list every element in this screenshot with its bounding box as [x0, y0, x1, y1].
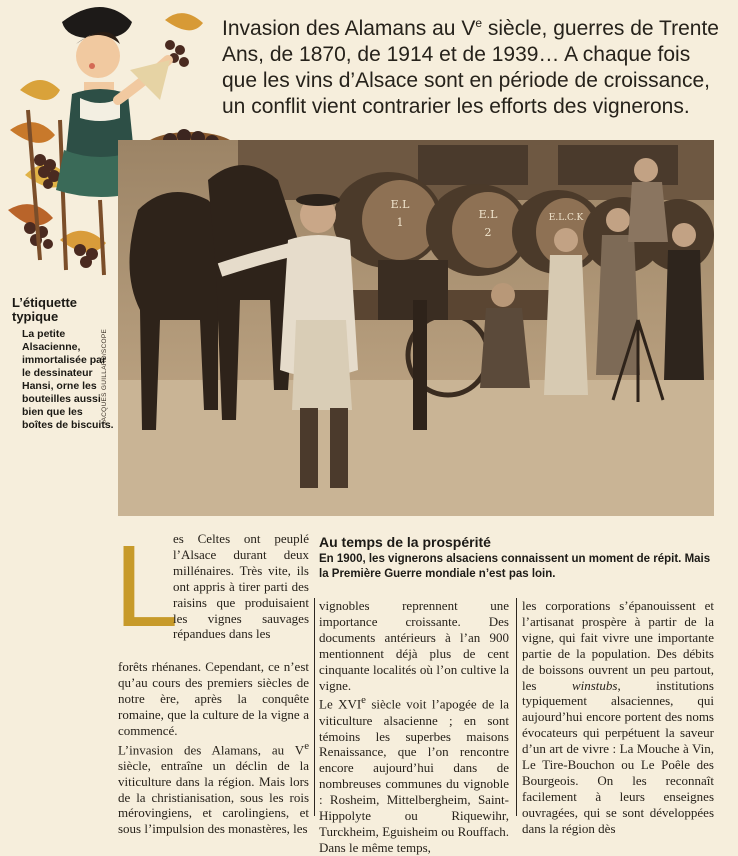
- barrel-label: 2: [484, 226, 492, 239]
- section-lead: En 1900, les vignerons alsaciens connaissent un moment de répit. Mais la Première Guerre mondiale n’est pas loin.: [319, 553, 711, 580]
- barrel-label: E.L.C.K: [548, 213, 584, 223]
- drop-cap: L: [114, 521, 179, 651]
- text-span: Le XVI: [319, 696, 362, 712]
- superscript: e: [361, 694, 366, 707]
- barrel-label: E.L: [390, 198, 410, 211]
- article-paragraph: forêts rhénanes. Cependant, ce n’est qu’au cours des premiers siècles de notre ère, après la conquête romaine, que la culture de la vigne a commencé.: [118, 659, 309, 738]
- article-paragraph: vignobles reprennent une importance croissante. Des documents antérieurs à l’an 900 mentionnent déjà plus de cent cinquante localités où l’on cultive la vigne.: [319, 598, 509, 693]
- headline-superscript: e: [475, 16, 483, 30]
- barrel-label: 1: [396, 216, 404, 229]
- article-column-3: [522, 598, 714, 837]
- article-column-1: [118, 659, 309, 837]
- text-span: les corporations s’épanouissent et l’artisanat prospère à partir de la vigne, qui fait vivre une importante partie de la population. Des débits de boissons ouvrent un peu partout, les: [522, 598, 714, 693]
- section-title: Au temps de la prospérité: [319, 534, 491, 550]
- article-column-2: [319, 598, 509, 856]
- text-span: , institutions typiquement alsaciennes, qui aujourd’hui encore portent des noms évocateurs qui perpétuent la saveur d’un art de vivre : La Mouche à Vin, Le Tire-Bouchon ou Le Poêle des Bourgeois. On les reconnaît facilement à leurs enseignes ouvragées, qui se sont développées dans la région dès: [522, 677, 714, 836]
- photo-credit: JACQUES GUILLARD/SCOPE: [101, 328, 108, 425]
- article-paragraph: [319, 693, 509, 855]
- text-span: siècle, entraîne un déclin de la viticulture dans la région. Mais lors de la christianisation, sous les rois mérovingiens, et carolingiens, et sous l’impulsion des monastères, les: [118, 757, 309, 837]
- caption-body: La petite Alsacienne, immortalisée par le dessinateur Hansi, orne les bouteilles aussi bien que les boîtes de biscuits.: [22, 328, 114, 431]
- photo-caption: [12, 296, 116, 432]
- superscript: e: [304, 739, 309, 752]
- column-divider: [314, 598, 315, 816]
- text-span: siècle voit l’apogée de la viticulture alsacienne ; en sont témoins les superbes maisons Renaissance, que l’on rencontre encore aujourd’hui dans de nombreuses communes du vignoble : Rosheim, Mittelbergheim, Saint-Hippolyte ou Riquewihr, Turckheim, Eguisheim ou Rouffach. Dans le même temps,: [319, 696, 509, 855]
- barrel-label: E.L: [478, 208, 498, 221]
- caption-title: L’étiquette typique: [12, 295, 78, 324]
- italic-term: winstubs: [571, 677, 618, 693]
- headline: [222, 10, 727, 120]
- headline-part2: siècle, guerres de Trente Ans, de 1870, de 1914 et de 1939… A chaque fois que les vins d’Alsace sont en période de croissance, un conflit vient contrarier les efforts des vignerons.: [222, 17, 719, 118]
- photo-scene: [118, 140, 714, 516]
- headline-part1: Invasion des Alamans au V: [222, 17, 476, 40]
- article-column-1-intro: [173, 531, 309, 642]
- article-paragraph: [118, 739, 309, 838]
- column-divider: [516, 598, 517, 816]
- article-intro: es Celtes ont peuplé l’Alsace durant deux millénaires. Très vite, ils ont appris à tirer parti des raisins que produisaient les vignes sauvages répandues dans les: [173, 531, 309, 642]
- historic-photograph: [118, 140, 714, 516]
- text-span: L’invasion des Alamans, au V: [118, 741, 305, 757]
- article-paragraph: [522, 598, 714, 837]
